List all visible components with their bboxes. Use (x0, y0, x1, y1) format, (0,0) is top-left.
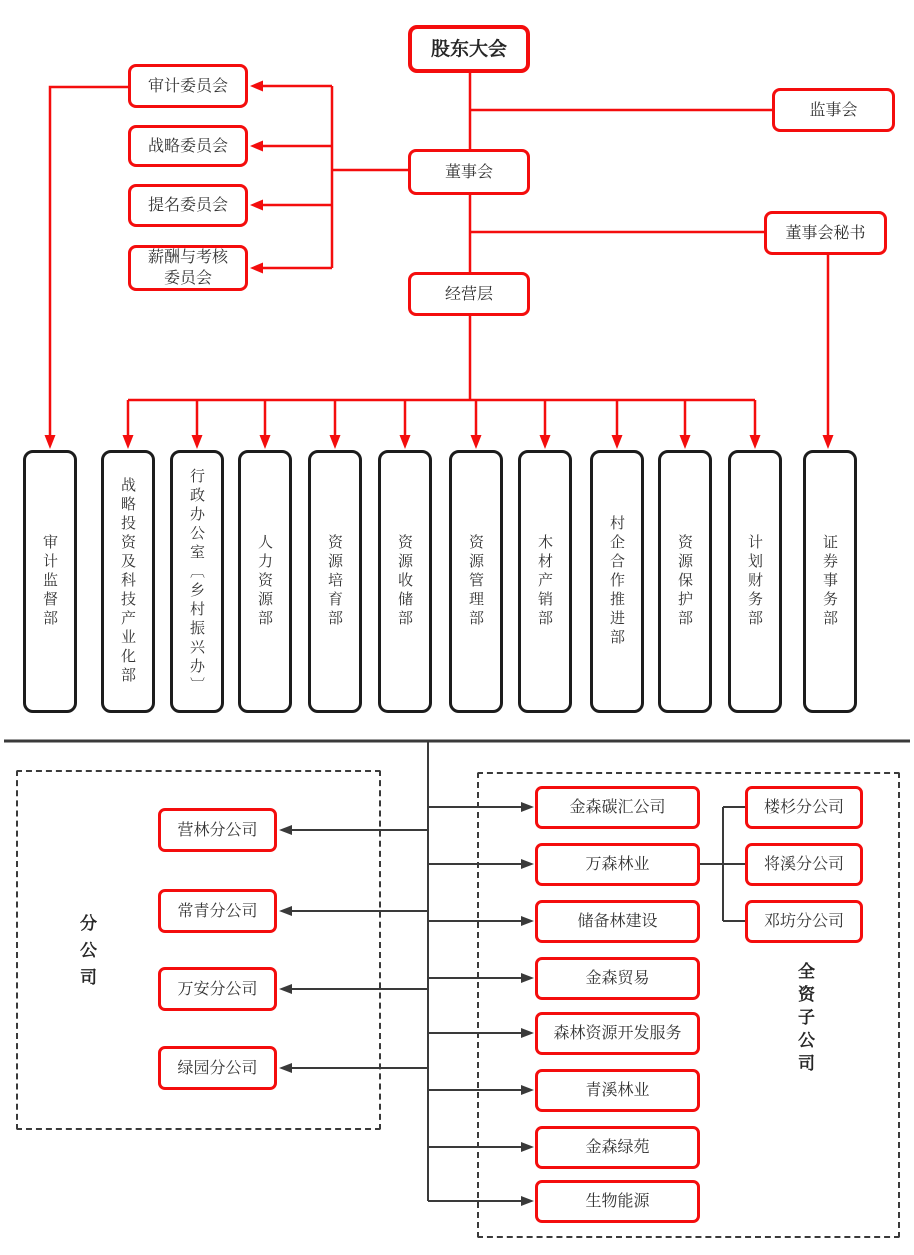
node-nomination-committee: 提名委员会 (128, 184, 248, 227)
node-dept-audit-supervision: 审计监督部 (23, 450, 77, 713)
node-sub-bioenergy: 生物能源 (535, 1180, 700, 1223)
node-subbranch-loushan: 楼杉分公司 (745, 786, 863, 829)
node-shareholders-meeting: 股东大会 (408, 25, 530, 73)
node-dept-village-enterprise-cooperation: 村企合作推进部 (590, 450, 644, 713)
node-sub-wansen-forestry: 万森林业 (535, 843, 700, 886)
node-branch-lvyuan: 绿园分公司 (158, 1046, 277, 1090)
node-dept-resource-storage: 资源收储部 (378, 450, 432, 713)
node-dept-resource-management: 资源管理部 (449, 450, 503, 713)
node-dept-admin-office: 行政办公室〔乡村振兴办〕 (170, 450, 224, 713)
node-sub-forest-resource-development: 森林资源开发服务 (535, 1012, 700, 1055)
node-dept-human-resources: 人力资源部 (238, 450, 292, 713)
node-dept-planning-finance: 计划财务部 (728, 450, 782, 713)
node-sub-carbon-sink: 金森碳汇公司 (535, 786, 700, 829)
subsidiary-group-label: 全资子公司 (794, 962, 814, 1077)
node-sub-reserve-forest: 储备林建设 (535, 900, 700, 943)
node-dept-resource-protection: 资源保护部 (658, 450, 712, 713)
node-subbranch-dengfang: 邓坊分公司 (745, 900, 863, 943)
node-dept-strategic-investment: 战略投资及科技产业化部 (101, 450, 155, 713)
node-subbranch-jiangxi: 将溪分公司 (745, 843, 863, 886)
node-branch-wanan: 万安分公司 (158, 967, 277, 1011)
node-sub-qingxi-forestry: 青溪林业 (535, 1069, 700, 1112)
node-sub-jinsen-lvyuan: 金森绿苑 (535, 1126, 700, 1169)
node-management-level: 经营层 (408, 272, 530, 316)
node-dept-securities-affairs: 证券事务部 (803, 450, 857, 713)
node-board-secretary: 董事会秘书 (764, 211, 887, 255)
branch-group-label: 分公司 (76, 914, 96, 995)
node-board-of-directors: 董事会 (408, 149, 530, 195)
node-branch-yinglin: 营林分公司 (158, 808, 277, 852)
node-supervisory-board: 监事会 (772, 88, 895, 132)
node-branch-changqing: 常青分公司 (158, 889, 277, 933)
node-remuneration-appraisal-committee: 薪酬与考核委员会 (128, 245, 248, 291)
node-dept-timber-sales: 木材产销部 (518, 450, 572, 713)
node-strategy-committee: 战略委员会 (128, 125, 248, 167)
node-dept-resource-cultivation: 资源培育部 (308, 450, 362, 713)
node-audit-committee: 审计委员会 (128, 64, 248, 108)
node-sub-jinsen-trade: 金森贸易 (535, 957, 700, 1000)
